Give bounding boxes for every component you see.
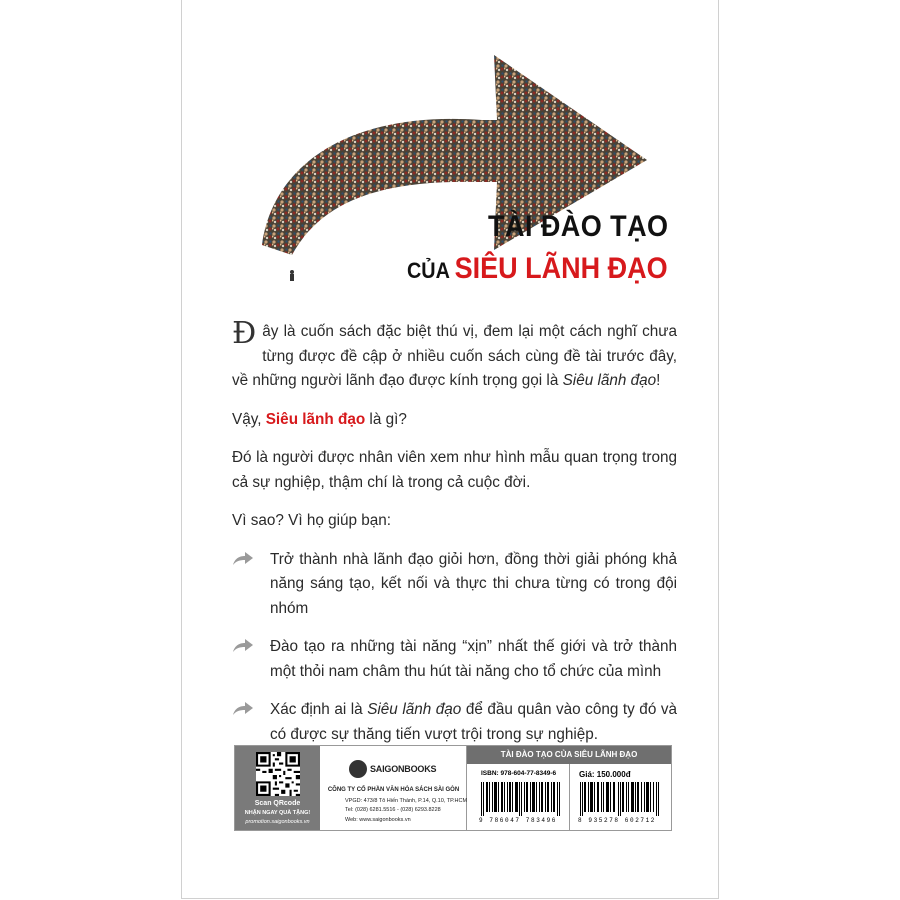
ean-barcode-number: 8 935278 602712 (578, 817, 657, 824)
qr-subcaption: NHẬN NGAY QUÀ TẶNG! (244, 810, 311, 816)
isbn-barcode-number: 9 786047 783496 (479, 817, 558, 824)
isbn-label: ISBN: 978-604-77-8349-6 (481, 770, 557, 777)
intro-text: ây là cuốn sách đặc biệt thú vị, đem lại một cách nghĩ chưa từng được đề cập ở nhiều cuốn sách cùng đề tài trước đây, về những người lãnh đạo được kính trọng gọi là (232, 323, 677, 389)
title-prefix: CỦA (407, 258, 455, 283)
q-prefix: Vậy, (232, 410, 266, 428)
divider (569, 764, 570, 830)
bullet-text-end: để đầu quân vào công ty đó và có được sự thăng tiến vượt trội trong sự nghiệp. (270, 701, 678, 743)
website[interactable]: Web: www.saigonbooks.vn (345, 817, 411, 823)
intro-italic: Siêu lãnh đạo (562, 372, 657, 389)
logo-icon (349, 760, 367, 778)
arrow-bullet-icon (232, 638, 254, 654)
bullet-text: Xác định ai là (270, 701, 368, 718)
address: VPGD: 473/8 Tô Hiến Thành, P.14, Q.10, TP.HCM (345, 798, 468, 804)
phone: Tel: (028) 6281.5516 - (028) 6293.8228 (345, 807, 441, 813)
intro-paragraph (232, 316, 677, 394)
qr-caption: Scan QRcode (254, 800, 301, 807)
bullet-item (232, 635, 677, 684)
bullet-italic: Siêu lãnh đạo (367, 701, 462, 718)
bullet-text: Đào tạo ra những tài năng “xịn” nhất thế giới và trở thành một thỏi nam châm thu hút tài năng cho tổ chức của mình (270, 638, 677, 680)
title-highlight: SIÊU LÃNH ĐẠO (454, 252, 668, 285)
back-cover (181, 0, 719, 899)
price-label: Giá: 150.000đ (579, 770, 631, 779)
saigonbooks-logo (349, 760, 436, 778)
publisher-block (321, 746, 467, 830)
arrow-bullet-icon (232, 551, 254, 567)
bullet-item (232, 548, 677, 622)
qr-url[interactable]: promotion.saigonbooks.vn (245, 819, 310, 825)
company-name: CÔNG TY CỔ PHẦN VĂN HÓA SÁCH SÀI GÒN (327, 787, 460, 793)
ean-barcode (580, 782, 660, 816)
logo-text: SAIGONBOOKS (370, 764, 437, 774)
answer-paragraph: Đó là người được nhân viên xem như hình mẫu quan trọng trong cả sự nghiệp, thậm chí là trong cả cuộc đời. (232, 449, 677, 491)
qr-code[interactable] (256, 752, 300, 796)
book-title-line1: TÀI ĐÀO TẠO (487, 210, 668, 243)
book-title-band: TÀI ĐÀO TẠO CỦA SIÊU LÃNH ĐẠO (467, 746, 671, 764)
arrow-bullet-icon (232, 701, 254, 717)
isbn-block (467, 746, 671, 830)
question-paragraph (232, 408, 677, 433)
bullet-text: Trở thành nhà lãnh đạo giỏi hơn, đồng thời giải phóng khả năng sáng tạo, kết nối và thực thi chưa từng có trong đội nhóm (270, 550, 677, 617)
publisher-info-box (234, 745, 672, 831)
why-paragraph: Vì sao? Vì họ giúp bạn: (232, 512, 392, 529)
book-title-line2 (407, 252, 668, 286)
q-highlight: Siêu lãnh đạo (265, 410, 366, 428)
drop-cap: Đ (232, 316, 257, 351)
qr-block (235, 746, 320, 830)
intro-end: ! (656, 372, 661, 389)
q-suffix: là gì? (365, 410, 407, 428)
blurb (232, 316, 678, 761)
bullet-item (232, 698, 677, 747)
isbn-barcode (481, 782, 561, 816)
